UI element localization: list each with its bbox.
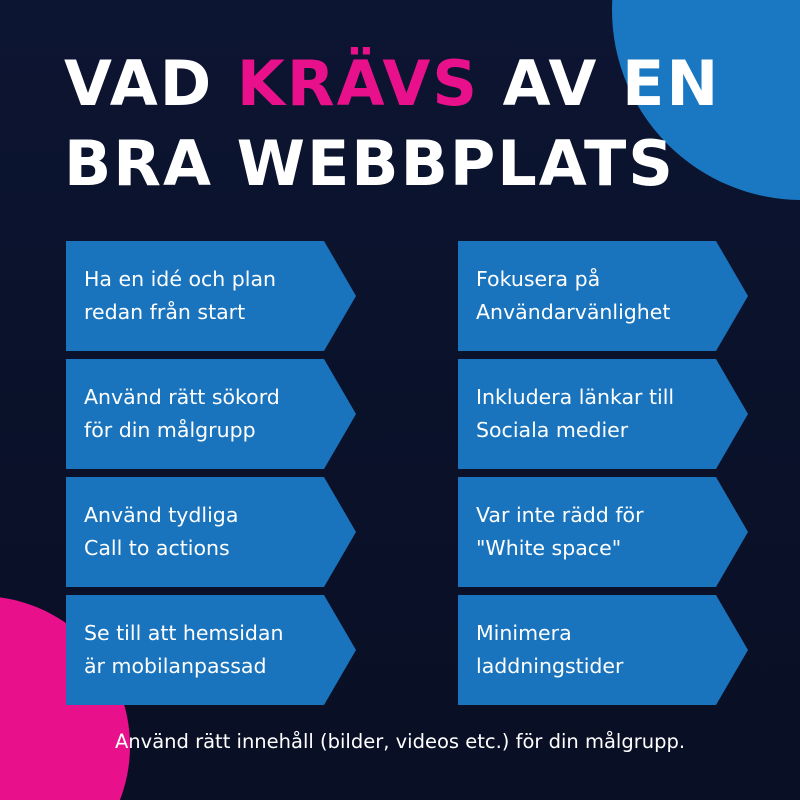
headline [64,44,764,204]
tip-arrow-left-3 [66,477,356,587]
tip-text: Minimera laddningstider [476,621,624,678]
footer-text: Använd rätt innehåll (bilder, videos etc.) för din målgrupp. [114,730,686,753]
tip-arrow-right-1 [458,241,748,351]
tip-text: Fokusera på Användarvänlighet [476,267,671,324]
headline-highlight: KRÄVS [236,47,480,120]
tip-text: Ha en idé och plan redan från start [84,267,277,324]
tip-text: Se till att hemsidan är mobilanpassad [84,621,284,678]
tip-arrow-left-4 [66,595,356,705]
tip-text: Inkludera länkar till Sociala medier [476,385,675,442]
headline-line-2: BRA WEBBPLATS [64,127,675,200]
tip-arrow-right-4 [458,595,748,705]
tip-text: Använd rätt sökord för din målgrupp [84,385,280,442]
tip-arrow-left-2 [66,359,356,469]
tip-arrow-right-2 [458,359,748,469]
tip-text: Var inte rädd för "White space" [476,503,644,560]
tip-arrow-right-3 [458,477,748,587]
headline-word-vad: VAD [64,47,214,120]
tip-arrow-left-1 [66,241,356,351]
headline-word-av-en: AV EN [502,47,721,120]
tip-text: Använd tydliga Call to actions [84,503,239,560]
